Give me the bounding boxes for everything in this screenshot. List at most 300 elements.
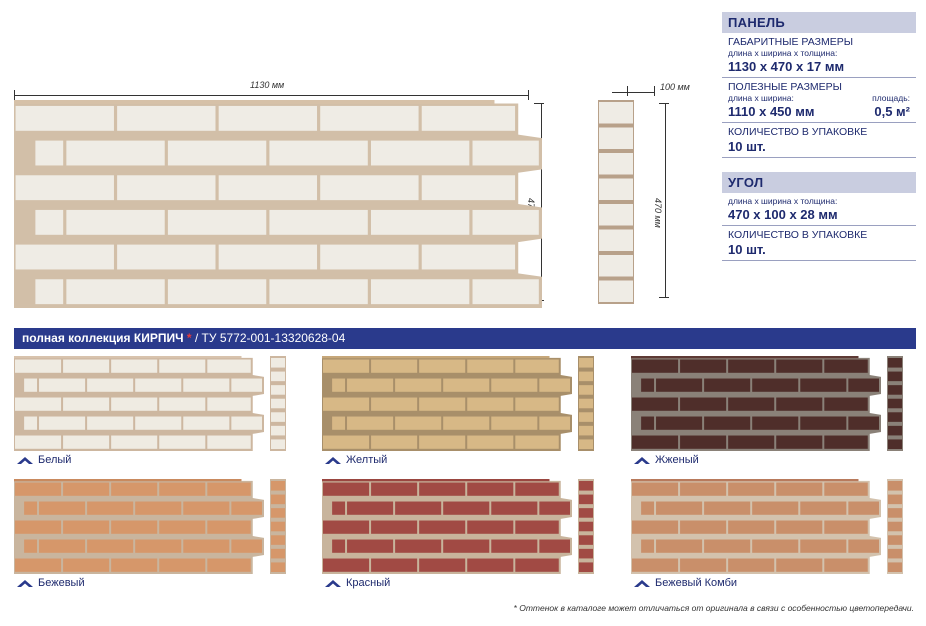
brick bbox=[15, 521, 61, 534]
brick bbox=[66, 210, 164, 235]
swatch-yellow[interactable] bbox=[322, 356, 612, 471]
brick bbox=[371, 521, 417, 534]
main-panel-image bbox=[14, 100, 542, 308]
brick bbox=[443, 417, 489, 430]
useful-size-sub: длина х ширина: bbox=[728, 93, 794, 103]
useful-size-value: 1110 х 450 мм bbox=[728, 104, 815, 119]
brick bbox=[443, 540, 489, 553]
overall-size-row bbox=[722, 33, 916, 78]
corner-brick bbox=[599, 281, 633, 303]
brick bbox=[15, 398, 61, 411]
brick bbox=[332, 379, 345, 392]
brick bbox=[491, 502, 537, 515]
brick bbox=[680, 521, 726, 534]
swatch-red[interactable] bbox=[322, 479, 612, 594]
brick bbox=[231, 379, 262, 392]
brick bbox=[168, 279, 266, 304]
brick bbox=[159, 436, 205, 449]
corner-brick bbox=[888, 412, 902, 422]
corner-qty-row bbox=[722, 226, 916, 261]
swatch-panel-image bbox=[631, 479, 881, 574]
swatch-corner-image bbox=[887, 356, 903, 451]
brick bbox=[371, 483, 417, 496]
brick bbox=[776, 360, 822, 373]
brick bbox=[332, 502, 345, 515]
brick bbox=[347, 502, 393, 515]
brick bbox=[231, 502, 262, 515]
brick bbox=[183, 540, 229, 553]
corner-brick bbox=[579, 522, 593, 532]
panel-qty-value: 10 шт. bbox=[728, 139, 766, 154]
brick bbox=[680, 559, 726, 572]
corner-dim-tick-right bbox=[654, 86, 655, 96]
brick bbox=[848, 502, 879, 515]
brick bbox=[395, 417, 441, 430]
brick bbox=[159, 559, 205, 572]
brick bbox=[323, 559, 369, 572]
brick bbox=[443, 379, 489, 392]
corner-spec-title: УГОЛ bbox=[722, 172, 916, 193]
brick bbox=[371, 360, 417, 373]
corner-brick bbox=[579, 412, 593, 422]
swatch-label: Красный bbox=[346, 577, 391, 589]
brick bbox=[323, 436, 369, 449]
brick bbox=[419, 360, 465, 373]
corner-dims-value: 470 х 100 х 28 мм bbox=[728, 207, 838, 222]
corner-brick bbox=[888, 372, 902, 382]
corner-brick bbox=[888, 481, 902, 491]
brick bbox=[207, 398, 250, 411]
brick bbox=[66, 279, 164, 304]
brick bbox=[168, 141, 266, 166]
brick bbox=[467, 559, 513, 572]
brick bbox=[515, 436, 558, 449]
corner-dim-tick-left bbox=[627, 86, 628, 96]
corner-height-dimension-line bbox=[665, 103, 666, 298]
brick bbox=[135, 417, 181, 430]
brick bbox=[207, 559, 250, 572]
overall-size-value: 1130 х 470 х 17 мм bbox=[728, 59, 845, 74]
corner-width-dimension-line bbox=[612, 92, 654, 93]
swatch-panel-image bbox=[14, 356, 264, 451]
brick bbox=[117, 245, 215, 270]
swatch-corner-image bbox=[887, 479, 903, 574]
brick bbox=[776, 436, 822, 449]
brick bbox=[219, 245, 317, 270]
brick bbox=[269, 141, 367, 166]
swatch-corner-image bbox=[578, 479, 594, 574]
brick bbox=[320, 175, 418, 200]
chevron-up-icon bbox=[633, 455, 651, 465]
brick bbox=[752, 502, 798, 515]
useful-size-caption: ПОЛЕЗНЫЕ РАЗМЕРЫ bbox=[728, 81, 842, 93]
brick bbox=[111, 436, 157, 449]
nailing-strip bbox=[631, 356, 859, 358]
corner-brick bbox=[888, 385, 902, 395]
brick bbox=[776, 521, 822, 534]
brick bbox=[467, 436, 513, 449]
brick bbox=[207, 436, 250, 449]
corner-dim-tick-top bbox=[659, 103, 669, 104]
brick bbox=[159, 483, 205, 496]
brick bbox=[371, 210, 469, 235]
swatch-label: Жженый bbox=[655, 454, 699, 466]
corner-brick bbox=[888, 508, 902, 518]
brick bbox=[371, 436, 417, 449]
brick bbox=[332, 540, 345, 553]
brick bbox=[320, 245, 418, 270]
brick bbox=[641, 379, 654, 392]
brick bbox=[824, 521, 867, 534]
corner-dim-tick-bottom bbox=[659, 297, 669, 298]
corner-brick bbox=[579, 358, 593, 368]
brick bbox=[680, 398, 726, 411]
corner-brick bbox=[579, 481, 593, 491]
brick bbox=[87, 379, 133, 392]
brick bbox=[323, 483, 369, 496]
brick bbox=[680, 360, 726, 373]
brick bbox=[15, 436, 61, 449]
corner-brick bbox=[271, 358, 285, 368]
brick bbox=[824, 483, 867, 496]
brick bbox=[87, 540, 133, 553]
brick bbox=[39, 540, 85, 553]
brick bbox=[824, 398, 867, 411]
brick bbox=[641, 417, 654, 430]
brick bbox=[515, 521, 558, 534]
corner-brick bbox=[271, 412, 285, 422]
corner-brick bbox=[579, 385, 593, 395]
brick bbox=[419, 483, 465, 496]
brick bbox=[752, 379, 798, 392]
brick bbox=[776, 483, 822, 496]
swatch-beige-combi[interactable] bbox=[631, 479, 921, 594]
brick bbox=[159, 360, 205, 373]
brick bbox=[183, 502, 229, 515]
brick bbox=[35, 210, 63, 235]
brick bbox=[728, 398, 774, 411]
brick bbox=[848, 379, 879, 392]
brick bbox=[63, 483, 109, 496]
corner-brick bbox=[579, 372, 593, 382]
brick bbox=[347, 540, 393, 553]
brick bbox=[332, 417, 345, 430]
brick bbox=[467, 398, 513, 411]
corner-brick bbox=[888, 535, 902, 545]
brick bbox=[323, 521, 369, 534]
swatch-beige[interactable] bbox=[14, 479, 304, 594]
nailing-strip bbox=[14, 479, 242, 481]
brick bbox=[371, 559, 417, 572]
spec-box bbox=[722, 12, 916, 261]
overall-size-sub: длина х ширина х толщина: bbox=[728, 48, 838, 58]
brick bbox=[728, 360, 774, 373]
brick bbox=[231, 540, 262, 553]
chevron-up-icon bbox=[324, 578, 342, 588]
brick bbox=[491, 417, 537, 430]
collection-bar bbox=[14, 328, 916, 349]
brick bbox=[824, 559, 867, 572]
brick bbox=[16, 175, 114, 200]
brick bbox=[395, 379, 441, 392]
brick bbox=[24, 502, 37, 515]
corner-brick bbox=[888, 439, 902, 449]
brick bbox=[35, 279, 63, 304]
corner-brick bbox=[888, 495, 902, 505]
corner-brick bbox=[271, 372, 285, 382]
swatch-burnt[interactable] bbox=[631, 356, 921, 471]
brick bbox=[63, 436, 109, 449]
corner-brick bbox=[888, 426, 902, 436]
brick bbox=[15, 483, 61, 496]
brick bbox=[371, 279, 469, 304]
corner-brick bbox=[888, 399, 902, 409]
area-value: 0,5 м² bbox=[874, 104, 910, 119]
brick bbox=[159, 521, 205, 534]
brick bbox=[419, 521, 465, 534]
brick bbox=[848, 417, 879, 430]
chevron-up-icon bbox=[16, 578, 34, 588]
brick bbox=[135, 540, 181, 553]
brick bbox=[539, 417, 570, 430]
corner-brick bbox=[599, 153, 633, 175]
corner-qty-caption: КОЛИЧЕСТВО В УПАКОВКЕ bbox=[728, 229, 868, 241]
brick bbox=[422, 175, 515, 200]
brick bbox=[656, 540, 702, 553]
corner-brick bbox=[599, 128, 633, 150]
corner-brick bbox=[579, 508, 593, 518]
swatch-label: Желтый bbox=[346, 454, 388, 466]
brick bbox=[323, 360, 369, 373]
brick bbox=[704, 417, 750, 430]
brick bbox=[111, 559, 157, 572]
brick bbox=[539, 540, 570, 553]
brick bbox=[135, 502, 181, 515]
brick bbox=[231, 417, 262, 430]
brick bbox=[35, 141, 63, 166]
brick bbox=[159, 398, 205, 411]
brick bbox=[111, 483, 157, 496]
brick bbox=[323, 398, 369, 411]
brick bbox=[467, 521, 513, 534]
brick bbox=[491, 379, 537, 392]
chevron-up-icon bbox=[16, 455, 34, 465]
brick bbox=[656, 502, 702, 515]
brick bbox=[16, 106, 114, 131]
brick bbox=[632, 360, 678, 373]
brick bbox=[776, 398, 822, 411]
brick bbox=[632, 521, 678, 534]
brick bbox=[515, 559, 558, 572]
brick bbox=[395, 540, 441, 553]
brick bbox=[24, 540, 37, 553]
brick bbox=[422, 106, 515, 131]
brick bbox=[641, 502, 654, 515]
corner-brick bbox=[888, 562, 902, 572]
corner-width-label: 100 мм bbox=[660, 82, 690, 92]
area-sub: площадь: bbox=[872, 93, 910, 103]
brick bbox=[419, 559, 465, 572]
brick bbox=[680, 483, 726, 496]
brick bbox=[728, 436, 774, 449]
brick bbox=[16, 245, 114, 270]
brick bbox=[111, 398, 157, 411]
nailing-strip bbox=[14, 100, 494, 104]
corner-brick bbox=[579, 439, 593, 449]
nailing-strip bbox=[631, 479, 859, 481]
brick bbox=[515, 483, 558, 496]
brick bbox=[467, 483, 513, 496]
brick bbox=[207, 483, 250, 496]
corner-brick bbox=[599, 102, 633, 124]
nailing-strip bbox=[322, 479, 550, 481]
corner-brick bbox=[271, 439, 285, 449]
corner-brick bbox=[271, 495, 285, 505]
brick bbox=[395, 502, 441, 515]
brick bbox=[800, 540, 846, 553]
corner-brick bbox=[271, 399, 285, 409]
brick bbox=[63, 360, 109, 373]
brick bbox=[800, 502, 846, 515]
brick bbox=[371, 141, 469, 166]
corner-brick bbox=[271, 522, 285, 532]
corner-brick bbox=[271, 549, 285, 559]
corner-brick bbox=[271, 481, 285, 491]
corner-brick bbox=[599, 204, 633, 226]
brick bbox=[632, 436, 678, 449]
brick bbox=[24, 417, 37, 430]
brick bbox=[443, 502, 489, 515]
brick bbox=[539, 379, 570, 392]
panel-qty-row bbox=[722, 123, 916, 158]
brick bbox=[371, 398, 417, 411]
corner-brick bbox=[599, 179, 633, 201]
brick bbox=[422, 245, 515, 270]
panel-qty-caption: КОЛИЧЕСТВО В УПАКОВКЕ bbox=[728, 126, 868, 138]
brick bbox=[656, 417, 702, 430]
brick bbox=[347, 417, 393, 430]
brick bbox=[800, 417, 846, 430]
corner-brick bbox=[579, 399, 593, 409]
brick bbox=[632, 398, 678, 411]
brick bbox=[111, 521, 157, 534]
brick bbox=[728, 483, 774, 496]
brick bbox=[632, 559, 678, 572]
width-dimension-line bbox=[14, 95, 529, 96]
corner-height-label: 470 мм bbox=[653, 198, 663, 228]
brick bbox=[848, 540, 879, 553]
nailing-strip bbox=[14, 356, 242, 358]
brick bbox=[347, 379, 393, 392]
brick bbox=[656, 379, 702, 392]
brick bbox=[704, 502, 750, 515]
swatch-label: Бежевый bbox=[38, 577, 85, 589]
brick bbox=[219, 175, 317, 200]
brick bbox=[24, 379, 37, 392]
brick bbox=[269, 279, 367, 304]
brick bbox=[491, 540, 537, 553]
panel-width-label: 1130 мм bbox=[250, 80, 285, 90]
brick bbox=[39, 417, 85, 430]
useful-size-row bbox=[722, 78, 916, 123]
corner-brick bbox=[271, 426, 285, 436]
brick bbox=[752, 417, 798, 430]
brick bbox=[467, 360, 513, 373]
brick bbox=[515, 360, 558, 373]
corner-brick bbox=[579, 562, 593, 572]
nailing-strip bbox=[322, 356, 550, 358]
brick bbox=[117, 106, 215, 131]
brick bbox=[824, 360, 867, 373]
brick bbox=[63, 398, 109, 411]
brick bbox=[117, 175, 215, 200]
brick bbox=[168, 210, 266, 235]
brick bbox=[800, 379, 846, 392]
brick bbox=[63, 521, 109, 534]
brick bbox=[39, 502, 85, 515]
swatch-label: Бежевый Комби bbox=[655, 577, 738, 589]
brick bbox=[87, 502, 133, 515]
swatch-panel-image bbox=[631, 356, 881, 451]
brick bbox=[207, 360, 250, 373]
brick bbox=[219, 106, 317, 131]
corner-brick bbox=[271, 562, 285, 572]
corner-brick bbox=[579, 426, 593, 436]
swatch-corner-image bbox=[270, 479, 286, 574]
brick bbox=[320, 106, 418, 131]
swatch-white[interactable] bbox=[14, 356, 304, 471]
brick bbox=[473, 279, 539, 304]
brick bbox=[752, 540, 798, 553]
brick bbox=[728, 559, 774, 572]
brick bbox=[515, 398, 558, 411]
brick bbox=[641, 540, 654, 553]
brick bbox=[632, 483, 678, 496]
brick bbox=[419, 436, 465, 449]
corner-qty-value: 10 шт. bbox=[728, 242, 766, 257]
brick bbox=[704, 379, 750, 392]
brick bbox=[15, 559, 61, 572]
corner-brick bbox=[599, 230, 633, 252]
brick bbox=[419, 398, 465, 411]
corner-panel-image bbox=[598, 100, 634, 304]
swatch-panel-image bbox=[322, 356, 572, 451]
corner-dims-row bbox=[722, 193, 916, 226]
brick bbox=[207, 521, 250, 534]
corner-brick bbox=[888, 522, 902, 532]
panel-spec-title: ПАНЕЛЬ bbox=[722, 12, 916, 33]
brick bbox=[704, 540, 750, 553]
swatch-corner-image bbox=[578, 356, 594, 451]
collection-prefix: полная коллекция КИРПИЧ bbox=[22, 331, 187, 345]
brick bbox=[63, 559, 109, 572]
corner-brick bbox=[271, 508, 285, 518]
corner-dims-sub: длина х ширина х толщина: bbox=[728, 196, 838, 206]
overall-size-caption: ГАБАРИТНЫЕ РАЗМЕРЫ bbox=[728, 36, 853, 48]
brick bbox=[473, 210, 539, 235]
collection-star: * bbox=[186, 331, 192, 345]
panel-mortar bbox=[14, 103, 542, 308]
brick bbox=[473, 141, 539, 166]
swatch-label: Белый bbox=[38, 454, 72, 466]
corner-brick bbox=[579, 495, 593, 505]
brick bbox=[183, 379, 229, 392]
brick bbox=[776, 559, 822, 572]
brick bbox=[87, 417, 133, 430]
chevron-up-icon bbox=[633, 578, 651, 588]
footnote: * Оттенок в каталоге может отличаться от оригинала в связи с особенностью цветопередачи. bbox=[513, 603, 914, 613]
corner-brick bbox=[579, 549, 593, 559]
